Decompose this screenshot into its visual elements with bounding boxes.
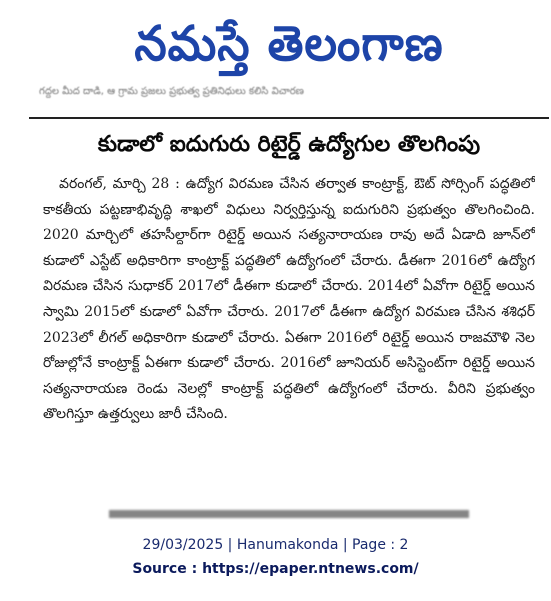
source-info: Source : https://epaper.ntnews.com/: [132, 561, 419, 577]
masthead-title: నమస్తే తెలంగాణ: [134, 14, 444, 72]
next-article-cutoff: [109, 510, 469, 518]
previous-article-cutline: గద్దల మీద దాడి, ఆ గ్రామ ప్రజలు ప్రభుత్వ ప్రతినిధులు కలిసి విచారణ: [39, 86, 304, 97]
article-body: వరంగల్, మార్చి 28 : ఉద్యోగ విరమణ చేసిన తర్వాత కాంట్రాక్ట్, ఔట్ సోర్సింగ్ పద్ధతిలో కాకతీయ పట్టణాభివృద్ధి శాఖలో విధులు నిర్వర్తిస్తున్న ఐదుగురిని ప్రభుత్వం తొలగించింది. 2020 మార్చిలో తహసీల్దార్‌గా రిటైర్డ్ అయిన సత్యనారాయణ రావు అదే ఏడాది జూన్‌లో కుడాలో ఎస్టేట్ అధికారిగా కాంట్రాక్ట్ పద్ధతిలో ఉద్యోగంలో చేరారు. డీఈగా 2016లో ఉద్యోగ విరమణ చేసిన సుధాకర్ 2017లో డీఈగా కుడాలో చేరారు. 2014లో ఏవోగా రిటైర్డ్ అయిన స్వామి 2015లో కుడాలో ఏవోగా చేరారు. 2017లో డీఈగా ఉద్యోగ విరమణ చేసిన శశిధర్ 2023లో లీగల్ అధికారిగా కుడాలో చేరారు. ఏఈగా 2016లో రిటైర్డ్ అయిన రాజమౌళి నెల రోజుల్లోనే కాంట్రాక్ట్ ఏఈగా కుడాలో చేరారు. 2016లో జూనియర్ అసిస్టెంట్‌గా రిటైర్డ్ అయిన సత్యనారాయణ రెండు నెలల్లో కాంట్రాక్ట్ పద్ధతిలో ఉద్యోగంలో చేరారు. వీరిని ప్రభుత్వం తొలగిస్తూ ఉత్తర్వులు జారీ చేసింది.: [43, 176, 535, 423]
headline-divider: [29, 117, 549, 119]
edition-info: 29/03/2025 | Hanumakonda | Page : 2: [142, 537, 409, 553]
article-headline: కుడాలో ఐదుగురు రిటైర్డ్ ఉద్యోగుల తొలగింపు: [97, 132, 481, 157]
newspaper-masthead: [29, 8, 549, 78]
newspaper-clipping: [29, 0, 549, 520]
